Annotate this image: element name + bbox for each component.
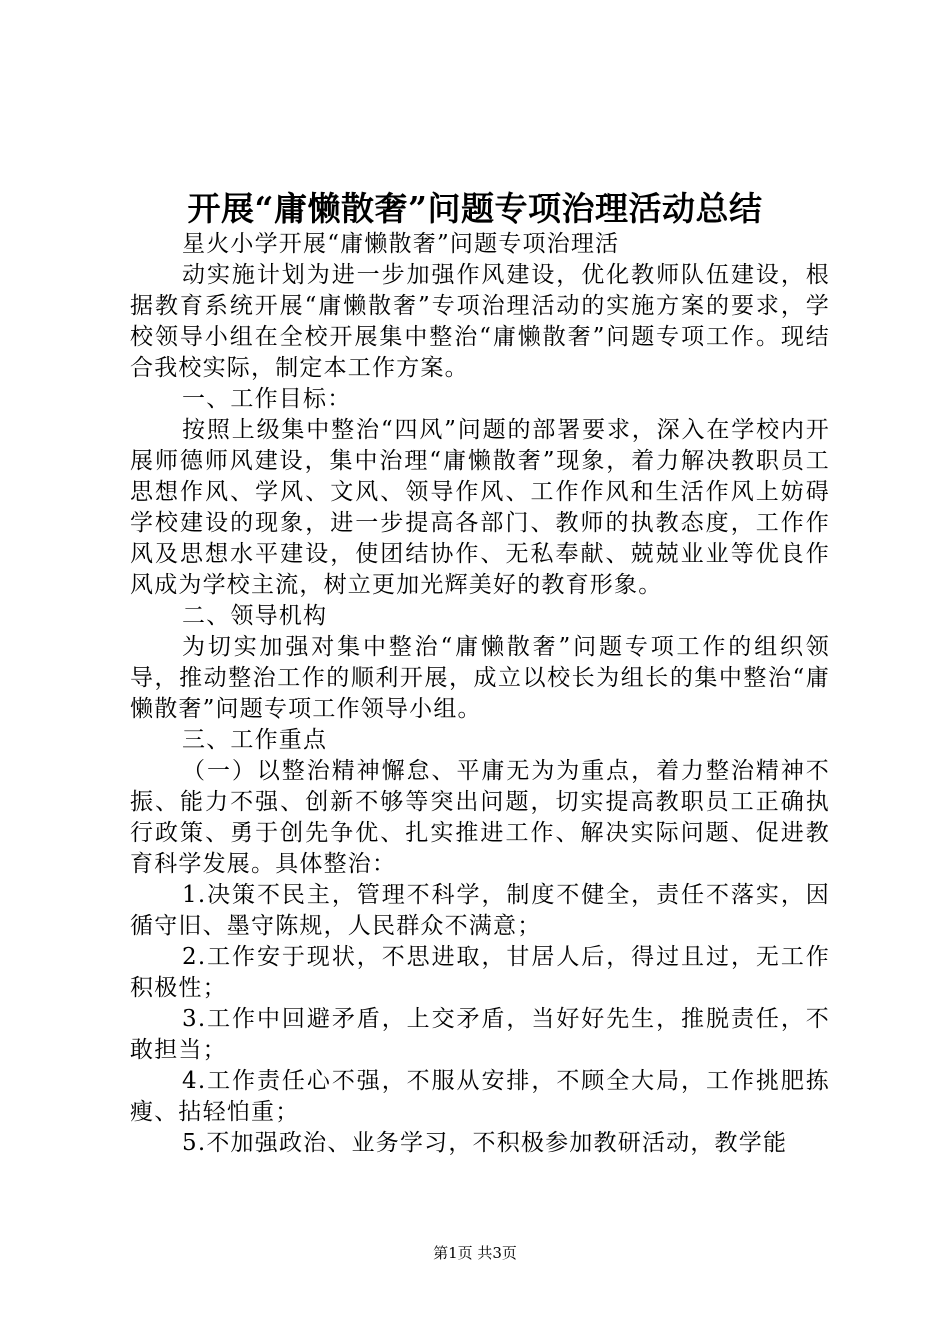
heading-leadership: 二、领导机构 [182,603,328,629]
page-number-footer: 第1页 共3页 [433,1244,517,1262]
document-body [130,229,830,1159]
list-item-1: 1.决策不民主，管理不科学，制度不健全，责任不落实，因循守旧、墨守陈规，人民群众不满意； [130,882,830,939]
list-item-2: 2.工作安于现状，不思进取，甘居人后，得过且过，无工作积极性； [130,944,830,1001]
paragraph-work-goals: 按照上级集中整治“四风”问题的部署要求，深入在学校内开展师德师风建设，集中治理“庸懒散奢”现象，着力解决教职员工思想作风、学风、文风、领导作风、工作作风和生活作风上妨碍学校建设的现象，进一步提高各部门、教师的执教态度，工作作风及思想水平建设，使团结协作、无私奉献、兢兢业业等优良作风成为学校主流，树立更加光辉美好的教育形象。 [130,417,830,598]
heading-work-focus: 三、工作重点 [182,727,328,753]
paragraph-intro: 动实施计划为进一步加强作风建设，优化教师队伍建设，根据教育系统开展“庸懒散奢”专项治理活动的实施方案的要求，学校领导小组在全校开展集中整治“庸懒散奢”问题专项工作。现结合我校实际，制定本工作方案。 [130,262,830,381]
paragraph-focus-one: （一）以整治精神懈怠、平庸无为为重点，着力整治精神不振、能力不强、创新不够等突出问题，切实提高教职员工正确执行政策、勇于创先争优、扎实推进工作、解决实际问题、促进教育科学发展。具体整治： [130,758,830,877]
document-title: 开展“庸懒散奢”问题专项治理活动总结 [187,189,763,228]
heading-work-goals: 一、工作目标： [182,386,352,412]
list-item-5: 5.不加强政治、业务学习，不积极参加教研活动，教学能 [182,1130,788,1156]
list-item-4: 4.工作责任心不强，不服从安排，不顾全大局，工作挑肥拣瘦、拈轻怕重； [130,1068,830,1125]
list-item-3: 3.工作中回避矛盾，上交矛盾，当好好先生，推脱责任，不敢担当； [130,1006,830,1063]
paragraph-intro-line: 星火小学开展“庸懒散奢”问题专项治理活 [182,231,620,257]
paragraph-leadership: 为切实加强对集中整治“庸懒散奢”问题专项工作的组织领导，推动整治工作的顺利开展，成立以校长为组长的集中整治“庸懒散奢”问题专项工作领导小组。 [130,634,830,722]
